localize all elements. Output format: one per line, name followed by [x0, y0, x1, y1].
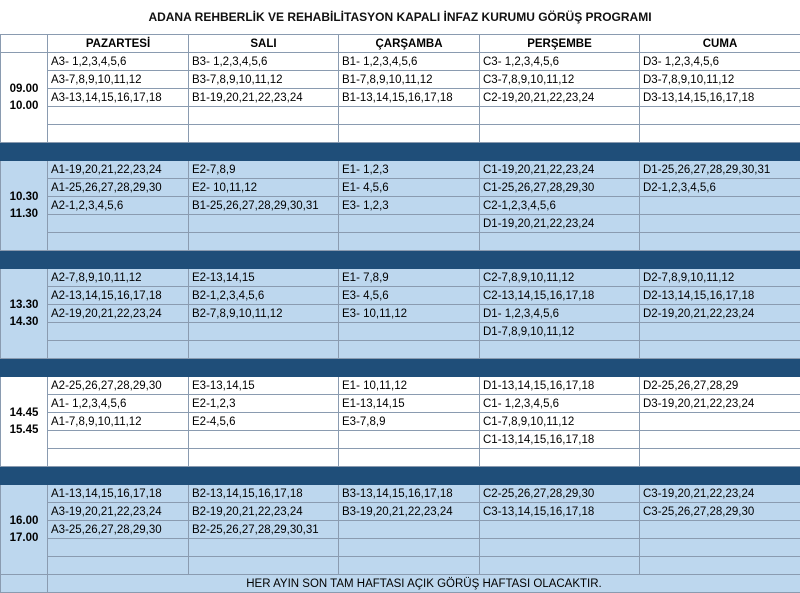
block-separator: [1, 359, 800, 377]
schedule-cell: C1-25,26,27,28,29,30: [480, 179, 640, 197]
schedule-cell: [48, 557, 189, 575]
schedule-cell: D1-19,20,21,22,23,24: [480, 215, 640, 233]
schedule-cell: [48, 539, 189, 557]
schedule-cell: D1-7,8,9,10,11,12: [480, 323, 640, 341]
time-start: 16.00: [1, 513, 47, 530]
schedule-cell: E1-13,14,15: [339, 395, 480, 413]
schedule-row: [1, 539, 800, 557]
schedule-cell: C1- 1,2,3,4,5,6: [480, 395, 640, 413]
footer-note: HER AYIN SON TAM HAFTASI AÇIK GÖRÜŞ HAFTASI OLACAKTIR.: [48, 575, 800, 593]
schedule-cell: [48, 449, 189, 467]
schedule-cell: D3-13,14,15,16,17,18: [640, 89, 800, 107]
time-end: 14.30: [1, 314, 47, 331]
day-header: PERŞEMBE: [480, 35, 640, 53]
schedule-cell: E3- 1,2,3: [339, 197, 480, 215]
schedule-cell: E3- 10,11,12: [339, 305, 480, 323]
schedule-cell: D1-25,26,27,28,29,30,31: [640, 161, 800, 179]
schedule-cell: B2-19,20,21,22,23,24: [189, 503, 339, 521]
schedule-cell: B1-19,20,21,22,23,24: [189, 89, 339, 107]
schedule-cell: A2-25,26,27,28,29,30: [48, 377, 189, 395]
schedule-cell: [48, 233, 189, 251]
schedule-row: [1, 449, 800, 467]
schedule-cell: [339, 341, 480, 359]
schedule-cell: B3-19,20,21,22,23,24: [339, 503, 480, 521]
schedule-cell: C1-7,8,9,10,11,12: [480, 413, 640, 431]
time-end: 15.45: [1, 422, 47, 439]
schedule-cell: A3- 1,2,3,4,5,6: [48, 53, 189, 71]
schedule-cell: [189, 539, 339, 557]
time-slot: [1, 377, 48, 467]
schedule-cell: A3-19,20,21,22,23,24: [48, 503, 189, 521]
time-start: 09.00: [1, 81, 47, 98]
schedule-cell: C3-25,26,27,28,29,30: [640, 503, 800, 521]
schedule-cell: E2- 10,11,12: [189, 179, 339, 197]
schedule-cell: [640, 557, 800, 575]
schedule-cell: [189, 215, 339, 233]
schedule-row: [1, 71, 800, 89]
schedule-cell: [48, 431, 189, 449]
schedule-cell: E1- 4,5,6: [339, 179, 480, 197]
time-end: 17.00: [1, 530, 47, 547]
schedule-cell: [640, 521, 800, 539]
time-slot: [1, 485, 48, 575]
schedule-row: [1, 521, 800, 539]
schedule-cell: B2-1,2,3,4,5,6: [189, 287, 339, 305]
schedule-cell: C2-1,2,3,4,5,6: [480, 197, 640, 215]
schedule-cell: E1- 1,2,3: [339, 161, 480, 179]
schedule-row: [1, 557, 800, 575]
schedule-cell: [339, 125, 480, 143]
page-title: ADANA REHBERLİK VE REHABİLİTASYON KAPALI İNFAZ KURUMU GÖRÜŞ PROGRAMI: [0, 0, 800, 35]
schedule-cell: [189, 323, 339, 341]
schedule-cell: A1- 1,2,3,4,5,6: [48, 395, 189, 413]
schedule-cell: A2-13,14,15,16,17,18: [48, 287, 189, 305]
corner-cell: [1, 35, 48, 53]
footer-row: [1, 575, 800, 593]
schedule-cell: E1- 7,8,9: [339, 269, 480, 287]
day-header: PAZARTESİ: [48, 35, 189, 53]
schedule-cell: C1-13,14,15,16,17,18: [480, 431, 640, 449]
schedule-cell: D3- 1,2,3,4,5,6: [640, 53, 800, 71]
schedule-cell: [48, 215, 189, 233]
schedule-cell: [480, 233, 640, 251]
schedule-cell: C2-19,20,21,22,23,24: [480, 89, 640, 107]
schedule-cell: B1-13,14,15,16,17,18: [339, 89, 480, 107]
schedule-row: [1, 215, 800, 233]
schedule-cell: [480, 125, 640, 143]
schedule-cell: [480, 521, 640, 539]
schedule-row: [1, 179, 800, 197]
schedule-cell: [48, 107, 189, 125]
time-start: 10.30: [1, 189, 47, 206]
time-end: 11.30: [1, 206, 47, 223]
schedule-cell: C1-19,20,21,22,23,24: [480, 161, 640, 179]
schedule-row: [1, 377, 800, 395]
schedule-cell: D3-7,8,9,10,11,12: [640, 71, 800, 89]
schedule-cell: [480, 539, 640, 557]
footer-blank: [1, 575, 48, 593]
block-separator: [1, 251, 800, 269]
time-start: 13.30: [1, 297, 47, 314]
schedule-cell: [189, 557, 339, 575]
schedule-cell: E2-1,2,3: [189, 395, 339, 413]
schedule-row: [1, 413, 800, 431]
schedule-cell: A1-13,14,15,16,17,18: [48, 485, 189, 503]
schedule-cell: C2-13,14,15,16,17,18: [480, 287, 640, 305]
schedule-cell: [640, 413, 800, 431]
day-header: CUMA: [640, 35, 800, 53]
schedule-cell: C3-19,20,21,22,23,24: [640, 485, 800, 503]
schedule-cell: D2-13,14,15,16,17,18: [640, 287, 800, 305]
schedule-cell: [339, 215, 480, 233]
time-slot: [1, 269, 48, 359]
schedule-cell: A2-19,20,21,22,23,24: [48, 305, 189, 323]
schedule-cell: D1-13,14,15,16,17,18: [480, 377, 640, 395]
schedule-row: [1, 503, 800, 521]
schedule-cell: E2-4,5,6: [189, 413, 339, 431]
schedule-cell: [640, 125, 800, 143]
schedule-cell: [339, 539, 480, 557]
schedule-cell: C2-25,26,27,28,29,30: [480, 485, 640, 503]
schedule-cell: [640, 323, 800, 341]
time-slot: [1, 53, 48, 143]
schedule-cell: [640, 215, 800, 233]
schedule-cell: [339, 323, 480, 341]
schedule-cell: [480, 107, 640, 125]
schedule-cell: B3- 1,2,3,4,5,6: [189, 53, 339, 71]
schedule-row: [1, 53, 800, 71]
schedule-cell: D2-19,20,21,22,23,24: [640, 305, 800, 323]
schedule-cell: E2-7,8,9: [189, 161, 339, 179]
schedule-cell: A2-1,2,3,4,5,6: [48, 197, 189, 215]
schedule-cell: [339, 521, 480, 539]
block-separator: [1, 143, 800, 161]
schedule-row: [1, 89, 800, 107]
schedule-cell: A3-7,8,9,10,11,12: [48, 71, 189, 89]
schedule-cell: [189, 341, 339, 359]
schedule-cell: E2-13,14,15: [189, 269, 339, 287]
schedule-cell: A1-25,26,27,28,29,30: [48, 179, 189, 197]
schedule-table: [0, 34, 800, 593]
schedule-row: [1, 125, 800, 143]
day-header: ÇARŞAMBA: [339, 35, 480, 53]
schedule-cell: A3-13,14,15,16,17,18: [48, 89, 189, 107]
schedule-cell: D1- 1,2,3,4,5,6: [480, 305, 640, 323]
schedule-cell: [189, 107, 339, 125]
schedule-row: [1, 323, 800, 341]
time-slot: [1, 161, 48, 251]
schedule-cell: C3-7,8,9,10,11,12: [480, 71, 640, 89]
schedule-cell: [640, 341, 800, 359]
schedule-cell: [189, 449, 339, 467]
schedule-cell: E3-7,8,9: [339, 413, 480, 431]
schedule-cell: [640, 539, 800, 557]
schedule-cell: C2-7,8,9,10,11,12: [480, 269, 640, 287]
schedule-cell: [339, 557, 480, 575]
schedule-cell: [339, 233, 480, 251]
schedule-row: [1, 395, 800, 413]
schedule-cell: A2-7,8,9,10,11,12: [48, 269, 189, 287]
schedule-cell: E3-13,14,15: [189, 377, 339, 395]
schedule-cell: [480, 449, 640, 467]
schedule-cell: [189, 431, 339, 449]
schedule-cell: A1-19,20,21,22,23,24: [48, 161, 189, 179]
schedule-cell: E3- 4,5,6: [339, 287, 480, 305]
schedule-row: [1, 287, 800, 305]
day-header: SALI: [189, 35, 339, 53]
schedule-row: [1, 305, 800, 323]
schedule-cell: [339, 449, 480, 467]
schedule-cell: [189, 233, 339, 251]
schedule-cell: [640, 233, 800, 251]
schedule-cell: [48, 323, 189, 341]
schedule-cell: B2-7,8,9,10,11,12: [189, 305, 339, 323]
time-end: 10.00: [1, 98, 47, 115]
schedule-cell: D2-1,2,3,4,5,6: [640, 179, 800, 197]
schedule-cell: A3-25,26,27,28,29,30: [48, 521, 189, 539]
schedule-cell: [48, 125, 189, 143]
schedule-cell: B3-7,8,9,10,11,12: [189, 71, 339, 89]
schedule-cell: [339, 431, 480, 449]
block-separator: [1, 467, 800, 485]
schedule-cell: [339, 107, 480, 125]
schedule-cell: [640, 107, 800, 125]
schedule-row: [1, 161, 800, 179]
schedule-cell: C3- 1,2,3,4,5,6: [480, 53, 640, 71]
time-start: 14.45: [1, 405, 47, 422]
schedule-cell: B1-7,8,9,10,11,12: [339, 71, 480, 89]
schedule-row: [1, 341, 800, 359]
schedule-cell: D2-25,26,27,28,29: [640, 377, 800, 395]
schedule-cell: [480, 341, 640, 359]
schedule-row: [1, 197, 800, 215]
schedule-cell: E1- 10,11,12: [339, 377, 480, 395]
schedule-row: [1, 431, 800, 449]
schedule-cell: B3-13,14,15,16,17,18: [339, 485, 480, 503]
schedule-cell: [189, 125, 339, 143]
schedule-cell: B1-25,26,27,28,29,30,31: [189, 197, 339, 215]
schedule-cell: [640, 431, 800, 449]
schedule-cell: B2-13,14,15,16,17,18: [189, 485, 339, 503]
schedule-cell: D3-19,20,21,22,23,24: [640, 395, 800, 413]
schedule-row: [1, 107, 800, 125]
schedule-cell: [480, 557, 640, 575]
schedule-cell: B1- 1,2,3,4,5,6: [339, 53, 480, 71]
schedule-row: [1, 485, 800, 503]
schedule-cell: [48, 341, 189, 359]
schedule-cell: C3-13,14,15,16,17,18: [480, 503, 640, 521]
schedule-cell: [640, 197, 800, 215]
schedule-cell: [640, 449, 800, 467]
schedule-row: [1, 233, 800, 251]
day-header-row: [1, 35, 800, 53]
schedule-row: [1, 269, 800, 287]
schedule-cell: A1-7,8,9,10,11,12: [48, 413, 189, 431]
schedule-cell: B2-25,26,27,28,29,30,31: [189, 521, 339, 539]
schedule-cell: D2-7,8,9,10,11,12: [640, 269, 800, 287]
